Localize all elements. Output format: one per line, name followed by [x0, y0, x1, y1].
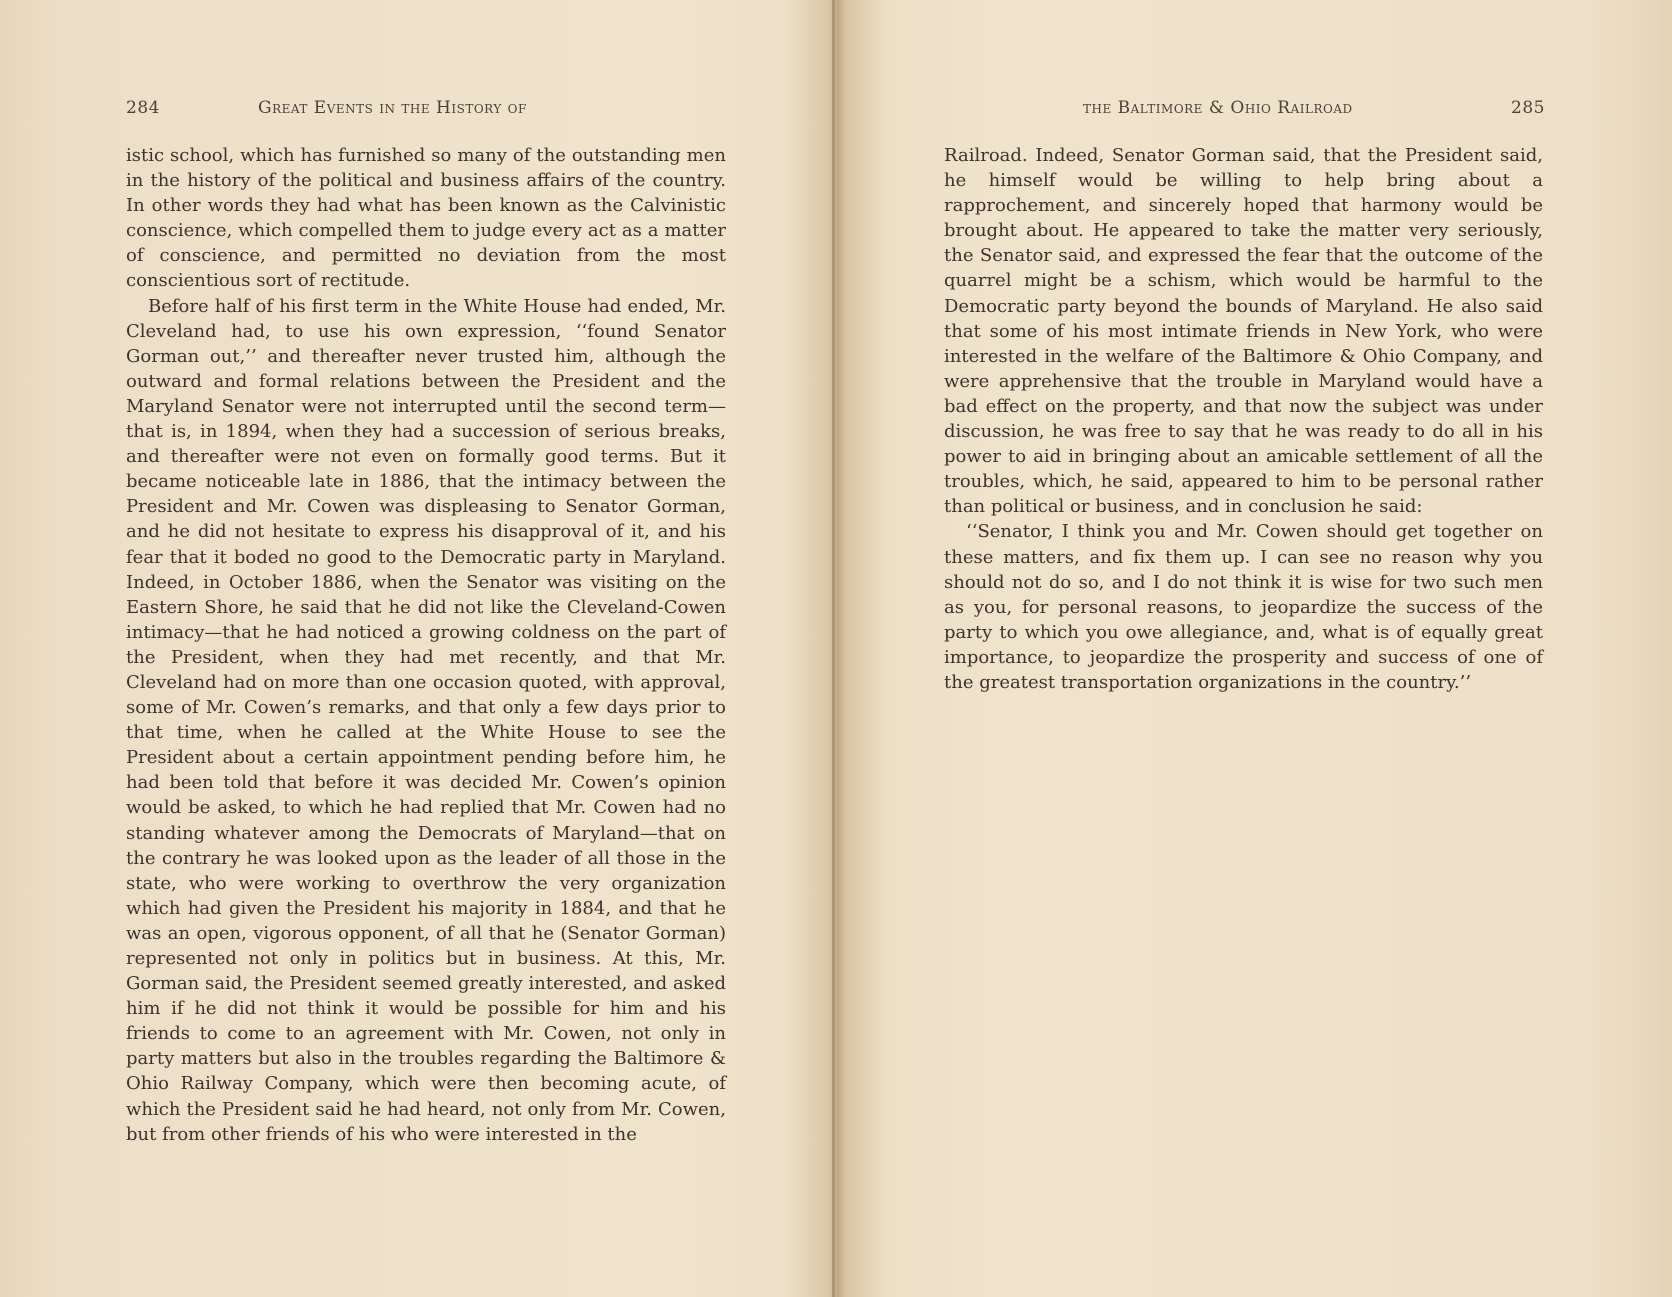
paragraph: Before half of his first term in the White House had ended, Mr. Cleveland had, to use his own expression, ‘‘found Senator Gorman out,’’ and thereafter never trusted him, although the outward and formal relations between the President and the Maryland Senator were not interrupted until the second term—that is, in 1894, when they had a succession of serious breaks, and thereafter were not even on formally good terms. But it became noticeable late in 1886, that the intimacy between the President and Mr. Cowen was displeasing to Senator Gorman, and he did not hesitate to express his disapproval of it, and his fear that it boded no good to the Democratic party in Maryland. Indeed, in October 1886, when the Senator was visiting on the Eastern Shore, he said that he did not like the Cleveland-Cowen intimacy—that he had noticed a growing coldness on the part of the President, when they had met recently, and that Mr. Cleveland had on more than one occasion quoted, with approval, some of Mr. Cowen’s remarks, and that only a few days prior to that time, when he called at the White House to see the President about a certain appointment pending before him, he had been told that before it was decided Mr. Cowen’s opinion would be asked, to which he had replied that Mr. Cowen had no standing whatever among the Democrats of Maryland—that on the contrary he was looked upon as the leader of all those in the state, who were working to overthrow the very organization which had given the President his majority in 1884, and that he was an open, vigorous opponent, of all that he (Senator Gorman) represented not only in politics but in business. At this, Mr. Gorman said, the President seemed greatly interested, and asked him if he did not think it would be possible for him and his friends to come to an agreement with Mr. Cowen, not only in party matters but also in the troubles regarding the Baltimore & Ohio Railway Company, which were then becoming acute, of which the President said he had heard, not only from Mr. Cowen, but from other friends of his who were interested in the — [126, 295, 726, 1145]
paragraph: istic school, which has furnished so many of the outstanding men in the history of the political and business affairs of the country. In other words they had what has been known as the Calvinistic conscience, which compelled them to judge every act as a matter of conscience, and permitted no deviation from the most conscientious sort of rectitude. — [126, 145, 726, 292]
right-page — [835, 0, 1672, 1297]
paragraph: ‘‘Senator, I think you and Mr. Cowen should get together on these matters, and fix them up. I can see no reason why you should not do so, and I do not think it is wise for two such men as you, for personal reasons, to jeopardize the success of the party to which you owe allegiance, and, what is of equally great importance, to jeopardize the prosperity and success of one of the greatest transportation organizations in the country.’’ — [944, 521, 1543, 693]
page-number: 285 — [1511, 98, 1545, 118]
left-page — [0, 0, 832, 1297]
paragraph: Railroad. Indeed, Senator Gorman said, that the President said, he himself would be willing to help bring about a rapprochement, and sincerely hoped that harmony would be brought about. He appeared to take the matter very seriously, the Senator said, and expressed the fear that the outcome of the quarrel might be a schism, which would be harmful to the Democratic party beyond the bounds of Maryland. He also said that some of his most intimate friends in New York, who were interested in the welfare of the Baltimore & Ohio Company, and were apprehensive that the trouble in Maryland would have a bad effect on the property, and that now the subject was under discussion, he was free to say that he was ready to do all in his power to aid in bringing about an amicable settlement of all the troubles, which, he said, appeared to him to be personal rather than political or business, and in conclusion he said: — [944, 145, 1543, 518]
page-number: 284 — [126, 98, 160, 118]
body-text — [944, 143, 1543, 695]
running-head: Great Events in the History of — [258, 98, 527, 118]
running-head: the Baltimore & Ohio Railroad — [1083, 98, 1353, 118]
body-text — [126, 143, 726, 1147]
